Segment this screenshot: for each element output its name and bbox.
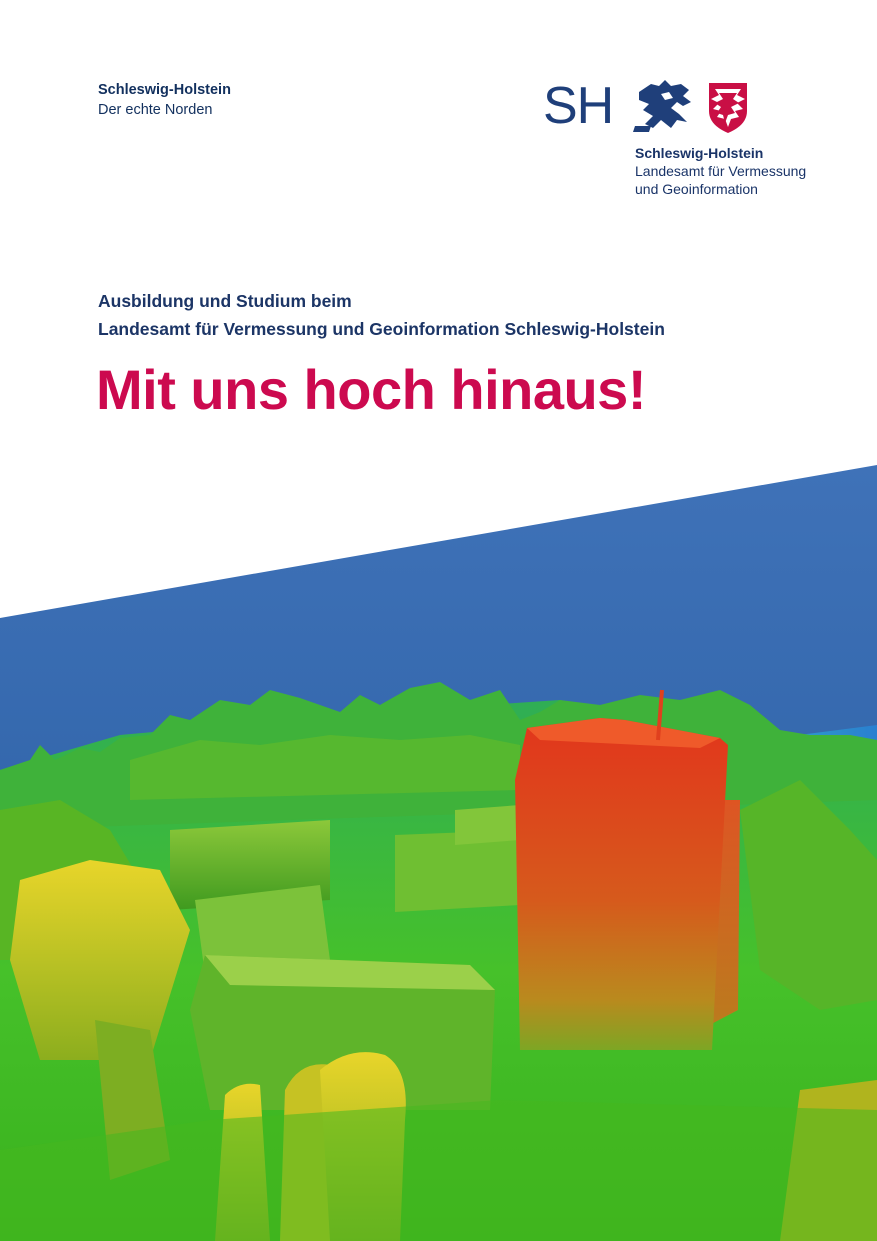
agency-name [635,144,806,198]
page-title: Mit uns hoch hinaus! [96,358,646,421]
agency-logo [543,78,843,208]
agency-state: Schleswig-Holstein [635,145,764,161]
sh-mark: SH [543,77,614,135]
tagline [98,80,231,120]
agency-name-line2: Landesamt für Vermessung [635,163,807,179]
subtitle-line1: Ausbildung und Studium beim [98,291,352,311]
lion-icon [631,78,701,136]
nettle-leaf-icon [705,81,751,135]
agency-name-line3: und Geoinformation [635,181,758,197]
subtitle [98,287,665,343]
tagline-slogan: Der echte Norden [98,102,213,118]
tagline-state: Schleswig-Holstein [98,82,231,98]
subtitle-line2: Landesamt für Vermessung und Geoinformation Schleswig-Holstein [98,319,665,339]
